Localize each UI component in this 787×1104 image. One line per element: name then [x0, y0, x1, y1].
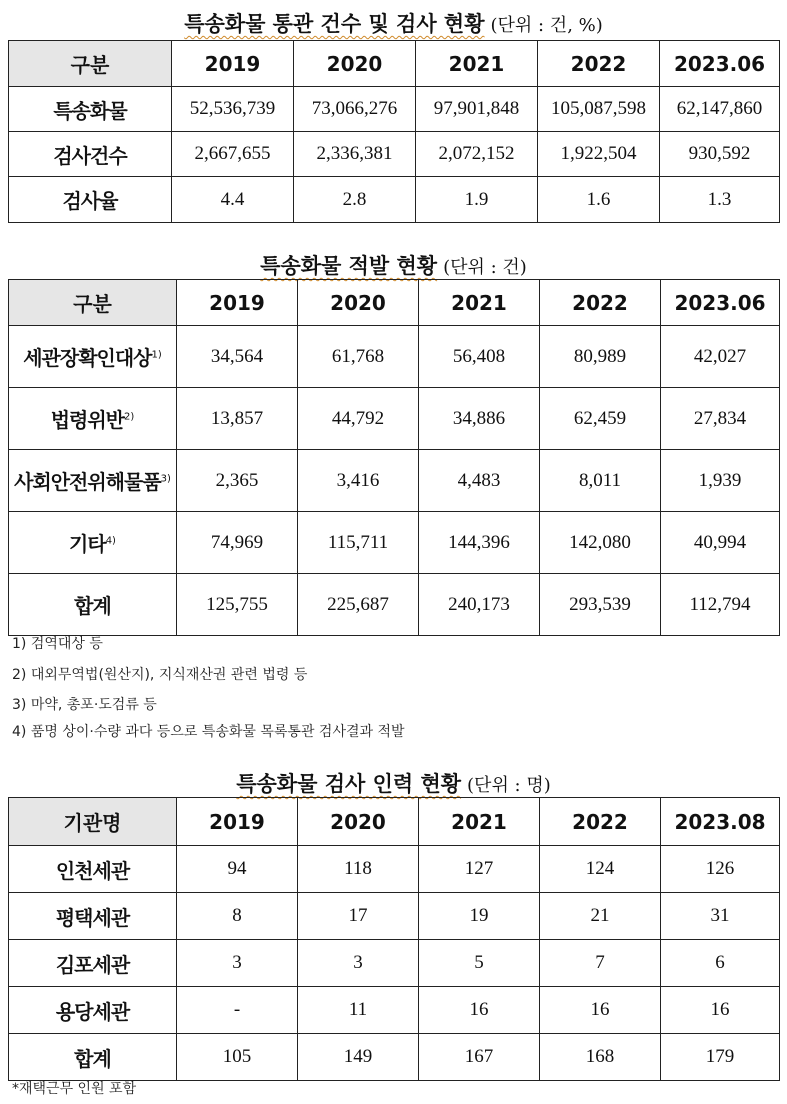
- table2-header-cell: 2021: [419, 280, 540, 326]
- table-row: [9, 450, 780, 512]
- table1: [8, 40, 780, 223]
- table-row: [9, 512, 780, 574]
- table-cell: 225,687: [298, 574, 419, 636]
- footnote-ref: 3): [160, 473, 171, 485]
- table1-header-row: [9, 41, 780, 87]
- table-row: [9, 846, 780, 893]
- row-label: 기타$^{4)}$: [9, 512, 177, 574]
- table-cell: 80,989: [540, 326, 661, 388]
- table-cell: 16: [419, 987, 540, 1034]
- table-cell: 105,087,598: [538, 87, 660, 132]
- table1-header-cell: 구분: [9, 41, 172, 87]
- table-cell: 94: [177, 846, 298, 893]
- table-cell: 293,539: [540, 574, 661, 636]
- table-cell: 34,564: [177, 326, 298, 388]
- table-row: [9, 388, 780, 450]
- table1-header-cell: 2020: [294, 41, 416, 87]
- row-label: 용당세관: [9, 987, 177, 1034]
- row-label: 평택세관: [9, 893, 177, 940]
- table-cell: 8,011: [540, 450, 661, 512]
- table2-title: 특송화물 적발 현황 (단위 : 건): [260, 253, 527, 278]
- table-cell: 127: [419, 846, 540, 893]
- table-cell: 240,173: [419, 574, 540, 636]
- table1-title: 특송화물 통관 건수 및 검사 현황 (단위 : 건, %): [184, 11, 603, 36]
- table-cell: 167: [419, 1034, 540, 1081]
- table-cell: 62,459: [540, 388, 661, 450]
- table-row: [9, 177, 780, 223]
- table-row: [9, 893, 780, 940]
- table-cell: 125,755: [177, 574, 298, 636]
- table2: [8, 279, 780, 636]
- table3-header-cell: 2023.08: [661, 798, 780, 846]
- table3-header-cell: 기관명: [9, 798, 177, 846]
- table-cell: 142,080: [540, 512, 661, 574]
- table-cell: 1,939: [661, 450, 780, 512]
- table-cell: 27,834: [661, 388, 780, 450]
- row-label: 김포세관: [9, 940, 177, 987]
- row-label: 세관장확인대상$^{1)}$: [9, 326, 177, 388]
- table-cell: 115,711: [298, 512, 419, 574]
- table-cell: 8: [177, 893, 298, 940]
- table-cell: 1.3: [660, 177, 780, 223]
- table-cell: 3: [298, 940, 419, 987]
- table-cell: 2,336,381: [294, 132, 416, 177]
- table-cell: 56,408: [419, 326, 540, 388]
- table-cell: 5: [419, 940, 540, 987]
- table2-header-cell: 구분: [9, 280, 177, 326]
- table-row: [9, 326, 780, 388]
- table2-header-cell: 2023.06: [661, 280, 780, 326]
- row-label: 특송화물: [9, 87, 172, 132]
- table1-header-cell: 2021: [416, 41, 538, 87]
- table-cell: 4.4: [172, 177, 294, 223]
- table2-header-row: [9, 280, 780, 326]
- table-cell: 1,922,504: [538, 132, 660, 177]
- table2-note: 4) 품명 상이·수량 과다 등으로 특송화물 목록통관 검사결과 적발: [12, 724, 405, 740]
- table1-header-cell: 2022: [538, 41, 660, 87]
- row-label: 합계: [9, 1034, 177, 1081]
- row-label: 인천세관: [9, 846, 177, 893]
- row-label: 검사율: [9, 177, 172, 223]
- table2-header-cell: 2019: [177, 280, 298, 326]
- row-label: 법령위반$^{2)}$: [9, 388, 177, 450]
- table-cell: 31: [661, 893, 780, 940]
- table-cell: 124: [540, 846, 661, 893]
- table-cell: 17: [298, 893, 419, 940]
- footnote-ref: 4): [105, 535, 116, 547]
- table-row: [9, 987, 780, 1034]
- table-row: [9, 940, 780, 987]
- table3-header-cell: 2022: [540, 798, 661, 846]
- row-label: 합계: [9, 574, 177, 636]
- row-label: 사회안전위해물품$^{3)}$: [9, 450, 177, 512]
- table-cell: 62,147,860: [660, 87, 780, 132]
- table-row: [9, 1034, 780, 1081]
- table-cell: 2,667,655: [172, 132, 294, 177]
- table-row: [9, 87, 780, 132]
- table-cell: 118: [298, 846, 419, 893]
- table-cell: 40,994: [661, 512, 780, 574]
- table2-note: 3) 마약, 총포·도검류 등: [12, 697, 157, 713]
- table2-header-cell: 2020: [298, 280, 419, 326]
- table3-header-row: [9, 798, 780, 846]
- table-cell: 61,768: [298, 326, 419, 388]
- table-cell: 13,857: [177, 388, 298, 450]
- table-row: [9, 132, 780, 177]
- table-cell: 126: [661, 846, 780, 893]
- table-cell: 105: [177, 1034, 298, 1081]
- table3-header-cell: 2020: [298, 798, 419, 846]
- table-cell: 21: [540, 893, 661, 940]
- table-cell: 2,365: [177, 450, 298, 512]
- table2-header-cell: 2022: [540, 280, 661, 326]
- table-cell: 7: [540, 940, 661, 987]
- table3: [8, 797, 780, 1081]
- table-cell: 52,536,739: [172, 87, 294, 132]
- table-cell: 34,886: [419, 388, 540, 450]
- table-cell: -: [177, 987, 298, 1034]
- table-cell: 2.8: [294, 177, 416, 223]
- table-cell: 3: [177, 940, 298, 987]
- table-cell: 74,969: [177, 512, 298, 574]
- table-cell: 3,416: [298, 450, 419, 512]
- table1-header-cell: 2019: [172, 41, 294, 87]
- table-cell: 19: [419, 893, 540, 940]
- table-cell: 6: [661, 940, 780, 987]
- footnote-ref: 2): [124, 411, 135, 423]
- table-cell: 179: [661, 1034, 780, 1081]
- row-label: 검사건수: [9, 132, 172, 177]
- table-cell: 11: [298, 987, 419, 1034]
- table-cell: 4,483: [419, 450, 540, 512]
- table3-header-cell: 2019: [177, 798, 298, 846]
- table-cell: 97,901,848: [416, 87, 538, 132]
- table3-footnote: *재택근무 인원 포함: [12, 1081, 137, 1097]
- table-row: [9, 574, 780, 636]
- table-cell: 16: [661, 987, 780, 1034]
- table-cell: 149: [298, 1034, 419, 1081]
- table-cell: 42,027: [661, 326, 780, 388]
- table3-title: 특송화물 검사 인력 현황 (단위 : 명): [236, 771, 551, 796]
- table-cell: 2,072,152: [416, 132, 538, 177]
- table-cell: 16: [540, 987, 661, 1034]
- table-cell: 1.9: [416, 177, 538, 223]
- table-cell: 44,792: [298, 388, 419, 450]
- table2-note: 2) 대외무역법(원산지), 지식재산권 관련 법령 등: [12, 667, 308, 683]
- table-cell: 144,396: [419, 512, 540, 574]
- table1-header-cell: 2023.06: [660, 41, 780, 87]
- table-cell: 168: [540, 1034, 661, 1081]
- table2-note: 1) 검역대상 등: [12, 636, 103, 652]
- footnote-ref: 1): [151, 349, 162, 361]
- table-cell: 930,592: [660, 132, 780, 177]
- table-cell: 112,794: [661, 574, 780, 636]
- table-cell: 73,066,276: [294, 87, 416, 132]
- table-cell: 1.6: [538, 177, 660, 223]
- table3-header-cell: 2021: [419, 798, 540, 846]
